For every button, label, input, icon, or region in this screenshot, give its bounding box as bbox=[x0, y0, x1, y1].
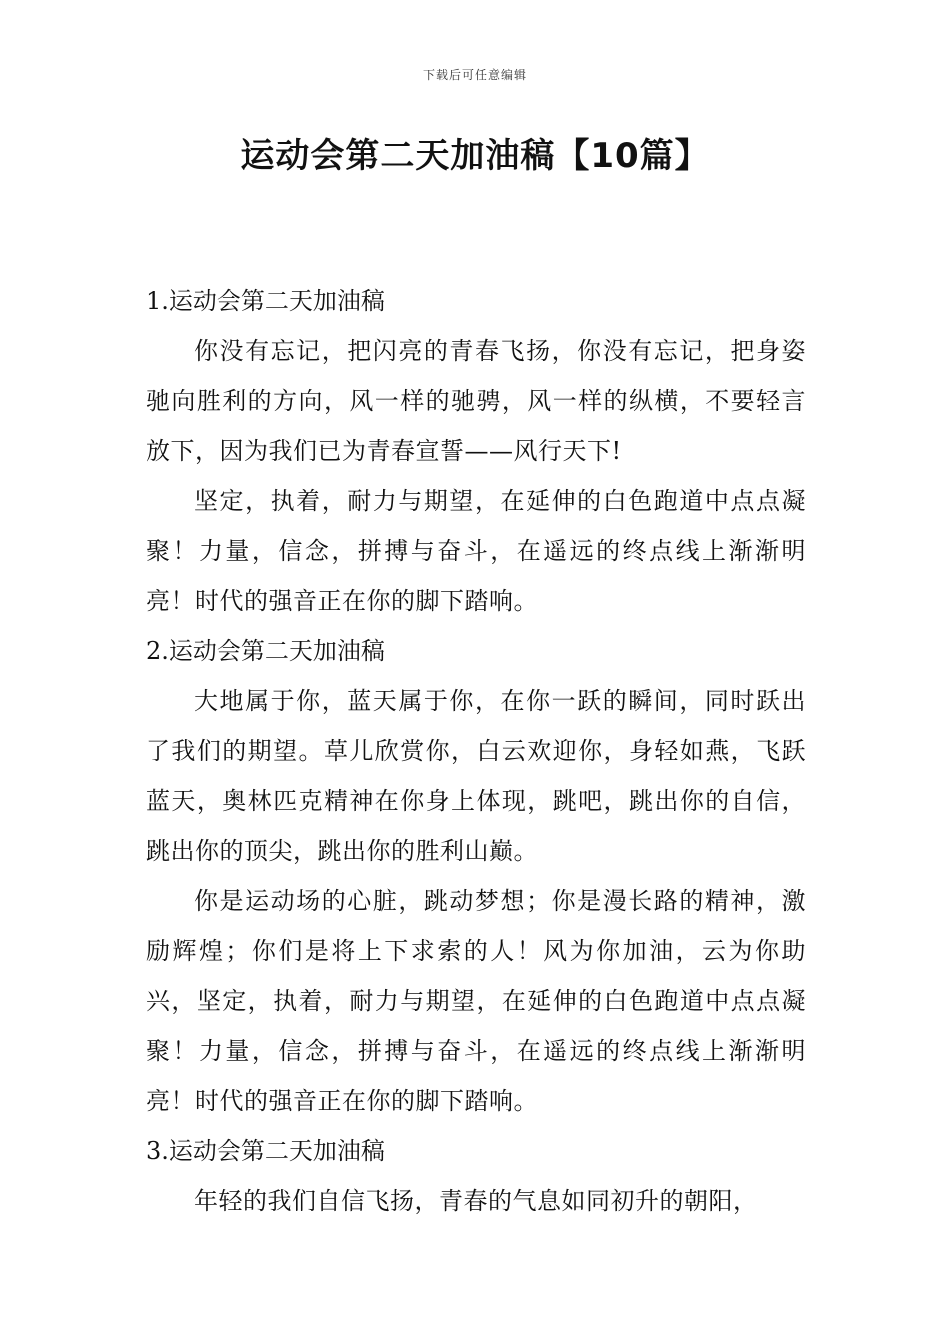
section-heading: 1.运动会第二天加油稿 bbox=[146, 287, 385, 315]
paragraph: 你是运动场的心脏，跳动梦想；你是漫长路的精神，激励辉煌；你们是将上下求索的人！风为你加油，云为你助兴，坚定，执着，耐力与期望，在延伸的白色跑道中点点凝聚！力量，信念，拼搏与奋斗，在遥远的终点线上渐渐明亮！时代的强音正在你的脚下踏响。 bbox=[146, 887, 806, 1115]
section-2 bbox=[146, 626, 806, 1126]
paragraph: 年轻的我们自信飞扬，青春的气息如同初升的朝阳， bbox=[194, 1187, 758, 1215]
section-heading: 3.运动会第二天加油稿 bbox=[146, 1137, 385, 1165]
paragraph: 大地属于你，蓝天属于你，在你一跃的瞬间，同时跃出了我们的期望。草儿欣赏你，白云欢迎你，身轻如燕，飞跃蓝天，奥林匹克精神在你身上体现，跳吧，跳出你的自信，跳出你的顶尖，跳出你的胜利山巅。 bbox=[146, 687, 806, 865]
paragraph: 你没有忘记，把闪亮的青春飞扬，你没有忘记，把身姿驰向胜利的方向，风一样的驰骋，风一样的纵横，不要轻言放下，因为我们已为青春宣誓——风行天下! bbox=[146, 337, 806, 465]
header-note: 下载后可任意编辑 bbox=[422, 68, 527, 82]
document-title: 运动会第二天加油稿【10篇】 bbox=[240, 136, 710, 176]
section-3 bbox=[146, 1126, 806, 1226]
paragraph: 坚定，执着，耐力与期望，在延伸的白色跑道中点点凝聚！力量，信念，拼搏与奋斗，在遥远的终点线上渐渐明亮！时代的强音正在你的脚下踏响。 bbox=[146, 487, 806, 615]
document-body bbox=[146, 276, 806, 1226]
section-1 bbox=[146, 276, 806, 626]
section-heading: 2.运动会第二天加油稿 bbox=[146, 637, 385, 665]
